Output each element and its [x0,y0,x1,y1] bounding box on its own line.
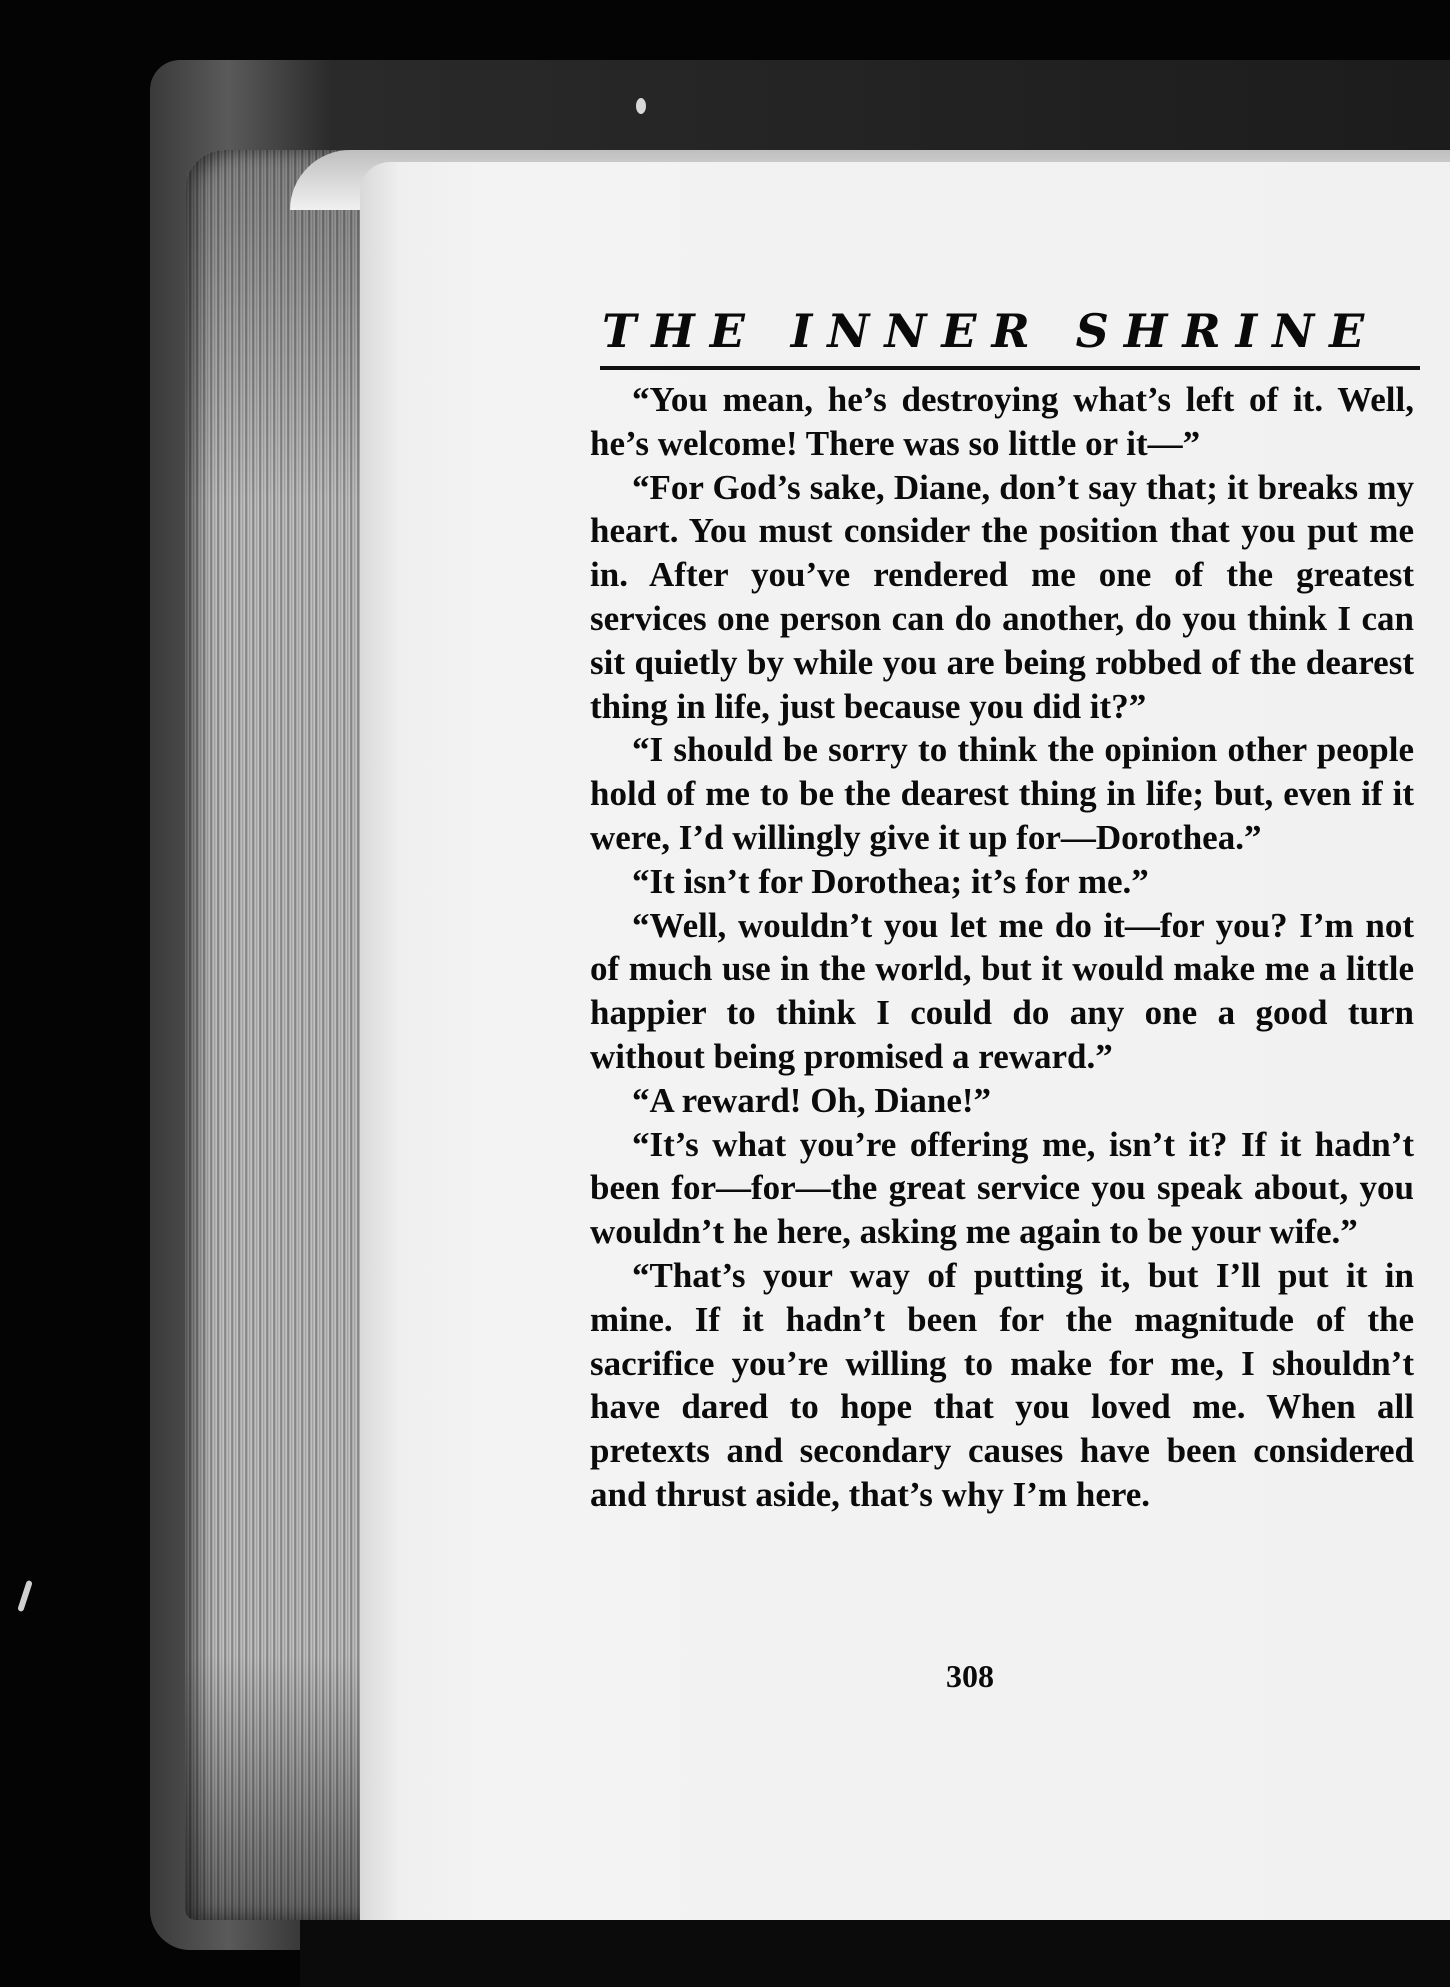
paragraph: “It isn’t for Dorothea; it’s for me.” [632,861,1149,901]
dust-speck [17,1580,33,1612]
body-text [590,378,1414,1517]
page-number: 308 [946,1658,994,1694]
paragraph: “You mean, he’s destroying what’s left of it. Well, he’s welcome! There was so little or it—” [590,380,1414,463]
paragraph: “It’s what you’re offering me, isn’t it? If it hadn’t been for—for—the great service you speak about, you wouldn’t he here, asking me again to be your wife.” [590,1124,1414,1252]
paragraph: “A reward! Oh, Diane!” [632,1080,992,1120]
paragraph: “That’s your way of putting it, but I’ll put it in mine. If it hadn’t been for the magnitude of the sacrifice you’re willing to make for me, I shouldn’t have dared to hope that you loved me. When all pretexts and secondary causes have been considered and thrust aside, that’s why I’m here. [590,1255,1414,1514]
paragraph: “For God’s sake, Diane, don’t say that; it breaks my heart. You must consider the position that you put me in. After you’ve rendered me one of the greatest services one person can do another, do you think I can sit quietly by while you are being robbed of the dearest thing in life, just because you did it?” [590,467,1414,726]
dust-speck [636,98,646,114]
bottom-shadow [300,1920,1450,1987]
running-head-rule [600,366,1420,370]
paragraph: “Well, wouldn’t you let me do it—for you? I’m not of much use in the world, but it would make me a little happier to think I could do any one a good turn without being promised a reward.” [590,905,1414,1076]
paragraph: “I should be sorry to think the opinion other people hold of me to be the dearest thing in life; but, even if it were, I’d willingly give it up for—Dorothea.” [590,730,1414,857]
page-edges [185,150,385,1920]
running-head: THE INNER SHRINE [602,304,1380,358]
